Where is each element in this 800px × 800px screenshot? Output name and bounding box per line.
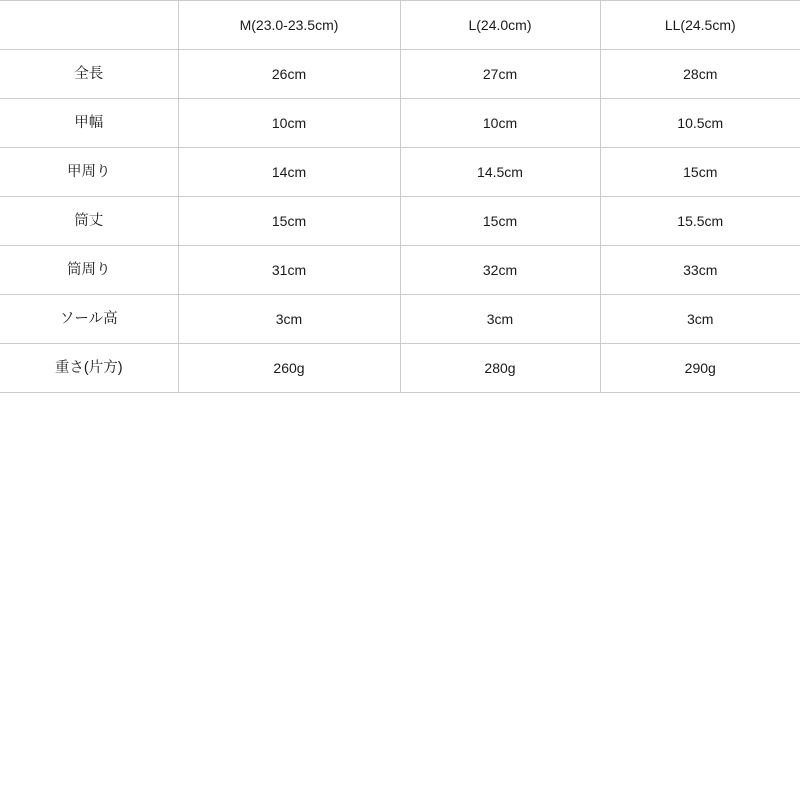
table-header-row xyxy=(0,1,800,50)
column-header-l: L(24.0cm) xyxy=(400,1,600,50)
table-row xyxy=(0,344,800,393)
table-row xyxy=(0,246,800,295)
cell-kouhaba-m: 10cm xyxy=(178,99,400,148)
cell-weight-m: 260g xyxy=(178,344,400,393)
row-label-tsutsumawari: 筒周り xyxy=(0,246,178,295)
cell-koumawari-l: 14.5cm xyxy=(400,148,600,197)
table-row xyxy=(0,197,800,246)
row-label-koumawari: 甲周り xyxy=(0,148,178,197)
cell-tsutsumawari-m: 31cm xyxy=(178,246,400,295)
row-label-zenchou: 全長 xyxy=(0,50,178,99)
column-header-ll: LL(24.5cm) xyxy=(600,1,800,50)
cell-zenchou-ll: 28cm xyxy=(600,50,800,99)
table-row xyxy=(0,99,800,148)
table-header xyxy=(0,1,800,50)
table-row xyxy=(0,148,800,197)
cell-tsutsutake-m: 15cm xyxy=(178,197,400,246)
cell-sole-height-ll: 3cm xyxy=(600,295,800,344)
cell-weight-l: 280g xyxy=(400,344,600,393)
table-row xyxy=(0,50,800,99)
cell-sole-height-l: 3cm xyxy=(400,295,600,344)
row-label-kouhaba: 甲幅 xyxy=(0,99,178,148)
size-specification-table xyxy=(0,0,800,393)
cell-zenchou-l: 27cm xyxy=(400,50,600,99)
table-body xyxy=(0,50,800,393)
row-label-sole-height: ソール高 xyxy=(0,295,178,344)
cell-koumawari-m: 14cm xyxy=(178,148,400,197)
cell-sole-height-m: 3cm xyxy=(178,295,400,344)
cell-tsutsutake-l: 15cm xyxy=(400,197,600,246)
table-row xyxy=(0,295,800,344)
table-corner-cell xyxy=(0,1,178,50)
cell-kouhaba-l: 10cm xyxy=(400,99,600,148)
column-header-m: M(23.0-23.5cm) xyxy=(178,1,400,50)
cell-zenchou-m: 26cm xyxy=(178,50,400,99)
cell-koumawari-ll: 15cm xyxy=(600,148,800,197)
cell-tsutsumawari-ll: 33cm xyxy=(600,246,800,295)
row-label-tsutsutake: 筒丈 xyxy=(0,197,178,246)
row-label-weight: 重さ(片方) xyxy=(0,344,178,393)
cell-weight-ll: 290g xyxy=(600,344,800,393)
cell-tsutsutake-ll: 15.5cm xyxy=(600,197,800,246)
cell-kouhaba-ll: 10.5cm xyxy=(600,99,800,148)
cell-tsutsumawari-l: 32cm xyxy=(400,246,600,295)
